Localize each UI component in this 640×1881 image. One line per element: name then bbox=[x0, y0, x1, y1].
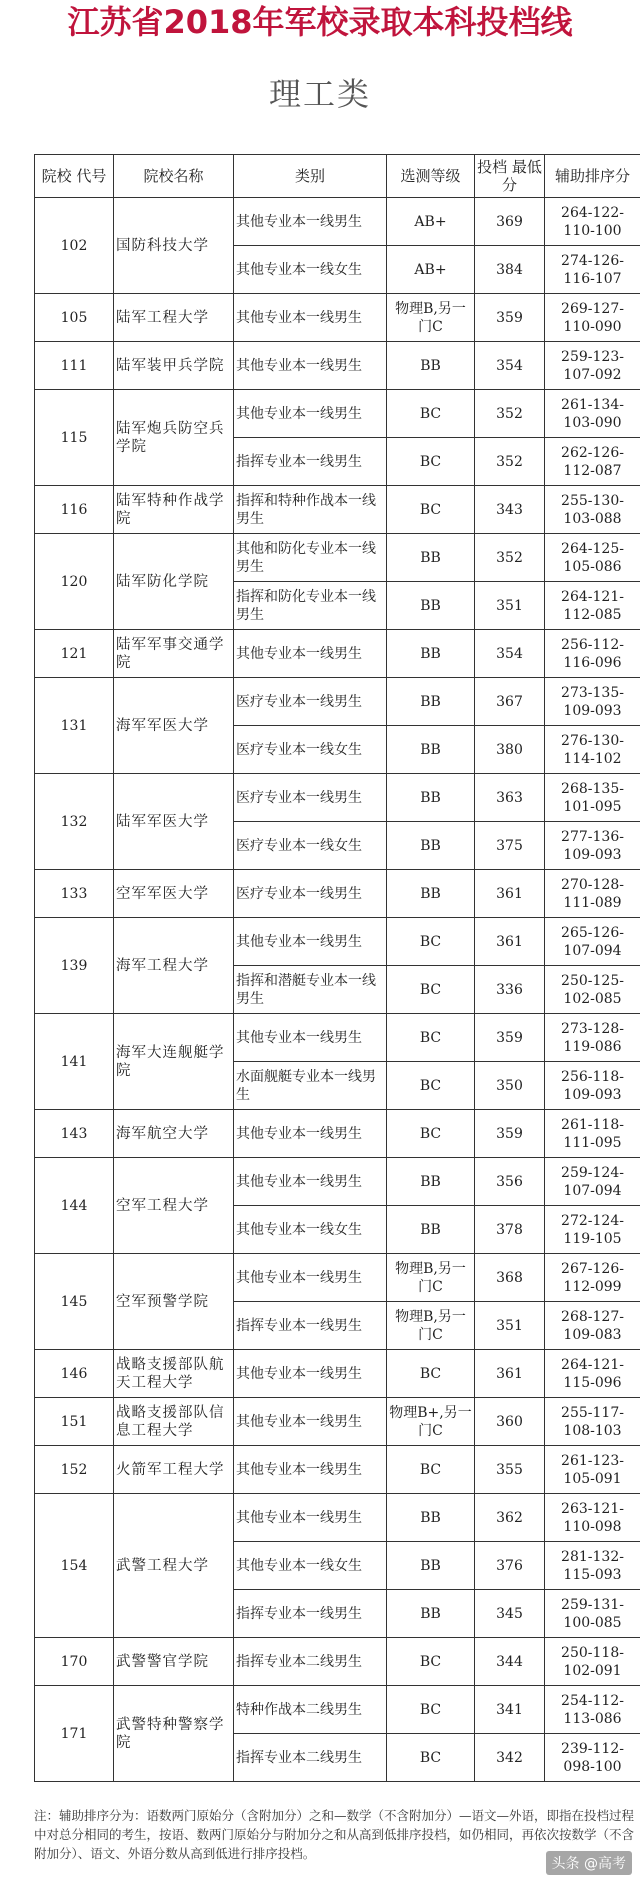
aux-score-cell: 261-134-103-090 bbox=[545, 390, 640, 438]
grade-cell: BB bbox=[387, 630, 475, 678]
table-row bbox=[35, 390, 640, 438]
score-cell: 354 bbox=[475, 342, 545, 390]
category-cell: 其他专业本一线男生 bbox=[234, 1254, 387, 1302]
category-cell: 其他和防化专业本一线男生 bbox=[234, 534, 387, 582]
category-cell: 指挥专业本一线男生 bbox=[234, 1590, 387, 1638]
table-row bbox=[35, 870, 640, 918]
score-cell: 369 bbox=[475, 198, 545, 246]
school-name: 海军工程大学 bbox=[114, 918, 234, 1014]
aux-score-cell: 259-123-107-092 bbox=[545, 342, 640, 390]
category-cell: 指挥和防化专业本一线男生 bbox=[234, 582, 387, 630]
aux-score-cell: 250-125-102-085 bbox=[545, 966, 640, 1014]
grade-cell: 物理B,另一门C bbox=[387, 1254, 475, 1302]
table-row bbox=[35, 678, 640, 726]
score-cell: 360 bbox=[475, 1398, 545, 1446]
aux-score-cell: 265-126-107-094 bbox=[545, 918, 640, 966]
score-cell: 359 bbox=[475, 294, 545, 342]
score-cell: 380 bbox=[475, 726, 545, 774]
category-cell: 特种作战本二线男生 bbox=[234, 1686, 387, 1734]
grade-cell: BB bbox=[387, 1590, 475, 1638]
grade-cell: BC bbox=[387, 1734, 475, 1782]
school-name: 国防科技大学 bbox=[114, 198, 234, 294]
category-cell: 其他专业本一线男生 bbox=[234, 1494, 387, 1542]
category-cell: 其他专业本一线男生 bbox=[234, 1158, 387, 1206]
category-cell: 其他专业本一线女生 bbox=[234, 1542, 387, 1590]
score-cell: 341 bbox=[475, 1686, 545, 1734]
score-cell: 363 bbox=[475, 774, 545, 822]
aux-score-cell: 259-131-100-085 bbox=[545, 1590, 640, 1638]
table-row bbox=[35, 534, 640, 582]
grade-cell: BB bbox=[387, 1158, 475, 1206]
score-cell: 367 bbox=[475, 678, 545, 726]
table-row bbox=[35, 1158, 640, 1206]
school-name: 海军军医大学 bbox=[114, 678, 234, 774]
school-code: 111 bbox=[35, 342, 114, 390]
category-cell: 其他专业本一线男生 bbox=[234, 1398, 387, 1446]
aux-score-cell: 254-112-113-086 bbox=[545, 1686, 640, 1734]
grade-cell: BC bbox=[387, 486, 475, 534]
category-cell: 指挥专业本一线男生 bbox=[234, 1302, 387, 1350]
score-cell: 344 bbox=[475, 1638, 545, 1686]
table-row bbox=[35, 1014, 640, 1062]
category-cell: 其他专业本一线男生 bbox=[234, 294, 387, 342]
aux-score-cell: 270-128-111-089 bbox=[545, 870, 640, 918]
school-code: 170 bbox=[35, 1638, 114, 1686]
aux-score-cell: 272-124-119-105 bbox=[545, 1206, 640, 1254]
school-name: 陆军工程大学 bbox=[114, 294, 234, 342]
school-name: 武警工程大学 bbox=[114, 1494, 234, 1638]
score-cell: 355 bbox=[475, 1446, 545, 1494]
category-cell: 医疗专业本一线男生 bbox=[234, 774, 387, 822]
score-cell: 384 bbox=[475, 246, 545, 294]
school-name: 陆军炮兵防空兵学院 bbox=[114, 390, 234, 486]
table-row bbox=[35, 198, 640, 246]
school-code: 116 bbox=[35, 486, 114, 534]
school-name: 陆军防化学院 bbox=[114, 534, 234, 630]
table-body bbox=[35, 198, 640, 1782]
table-row bbox=[35, 1686, 640, 1734]
school-code: 139 bbox=[35, 918, 114, 1014]
grade-cell: BC bbox=[387, 438, 475, 486]
table-row bbox=[35, 918, 640, 966]
category-cell: 水面舰艇专业本一线男生 bbox=[234, 1062, 387, 1110]
score-cell: 342 bbox=[475, 1734, 545, 1782]
grade-cell: BC bbox=[387, 966, 475, 1014]
grade-cell: BC bbox=[387, 390, 475, 438]
aux-score-cell: 261-123-105-091 bbox=[545, 1446, 640, 1494]
category-cell: 其他专业本一线女生 bbox=[234, 1206, 387, 1254]
score-cell: 354 bbox=[475, 630, 545, 678]
school-name: 火箭军工程大学 bbox=[114, 1446, 234, 1494]
footnote: 注：辅助排序分为：语数两门原始分（含附加分）之和—数学（不含附加分）—语文—外语，即指在投档过程中对总分相同的考生，按语、数两门原始分与附加分之和从高到低排序投档，如仍相同，再依次按数学（不含附加分）、语文、外语分数从高到低进行排序投档。 bbox=[34, 1808, 635, 1861]
header-code: 院校 代号 bbox=[35, 155, 114, 198]
score-cell: 368 bbox=[475, 1254, 545, 1302]
category-cell: 指挥和特种作战本一线男生 bbox=[234, 486, 387, 534]
aux-score-cell: 268-127-109-083 bbox=[545, 1302, 640, 1350]
category-cell: 其他专业本一线男生 bbox=[234, 630, 387, 678]
grade-cell: BB bbox=[387, 1206, 475, 1254]
table-row bbox=[35, 774, 640, 822]
admission-table bbox=[34, 154, 640, 1782]
school-name: 海军航空大学 bbox=[114, 1110, 234, 1158]
grade-cell: BB bbox=[387, 1494, 475, 1542]
score-cell: 378 bbox=[475, 1206, 545, 1254]
school-code: 145 bbox=[35, 1254, 114, 1350]
table-row bbox=[35, 486, 640, 534]
aux-score-cell: 273-128-119-086 bbox=[545, 1014, 640, 1062]
school-code: 141 bbox=[35, 1014, 114, 1110]
aux-score-cell: 261-118-111-095 bbox=[545, 1110, 640, 1158]
grade-cell: BC bbox=[387, 918, 475, 966]
category-cell: 指挥专业本二线男生 bbox=[234, 1734, 387, 1782]
category-cell: 其他专业本一线男生 bbox=[234, 1446, 387, 1494]
score-cell: 352 bbox=[475, 390, 545, 438]
category-cell: 其他专业本一线男生 bbox=[234, 342, 387, 390]
grade-cell: BB bbox=[387, 726, 475, 774]
aux-score-cell: 255-117-108-103 bbox=[545, 1398, 640, 1446]
score-cell: 361 bbox=[475, 870, 545, 918]
school-name: 陆军军医大学 bbox=[114, 774, 234, 870]
category-cell: 指挥专业本一线男生 bbox=[234, 438, 387, 486]
school-name: 武警警官学院 bbox=[114, 1638, 234, 1686]
score-cell: 359 bbox=[475, 1014, 545, 1062]
category-cell: 其他专业本一线男生 bbox=[234, 1110, 387, 1158]
category-cell: 其他专业本一线男生 bbox=[234, 1350, 387, 1398]
aux-score-cell: 274-126-116-107 bbox=[545, 246, 640, 294]
aux-score-cell: 264-122-110-100 bbox=[545, 198, 640, 246]
grade-cell: BC bbox=[387, 1110, 475, 1158]
aux-score-cell: 268-135-101-095 bbox=[545, 774, 640, 822]
table-row bbox=[35, 1446, 640, 1494]
school-code: 132 bbox=[35, 774, 114, 870]
grade-cell: 物理B,另一门C bbox=[387, 1302, 475, 1350]
category-cell: 指挥和潜艇专业本一线男生 bbox=[234, 966, 387, 1014]
school-code: 152 bbox=[35, 1446, 114, 1494]
aux-score-cell: 256-118-109-093 bbox=[545, 1062, 640, 1110]
header-score: 投档 最低分 bbox=[475, 155, 545, 198]
school-code: 143 bbox=[35, 1110, 114, 1158]
header-aux: 辅助排序分 bbox=[545, 155, 640, 198]
category-cell: 其他专业本一线男生 bbox=[234, 198, 387, 246]
grade-cell: BB bbox=[387, 678, 475, 726]
grade-cell: AB+ bbox=[387, 198, 475, 246]
page-title: 江苏省2018年军校录取本科投档线 bbox=[67, 3, 573, 41]
score-cell: 343 bbox=[475, 486, 545, 534]
grade-cell: 物理B+,另一门C bbox=[387, 1398, 475, 1446]
school-code: 131 bbox=[35, 678, 114, 774]
score-cell: 336 bbox=[475, 966, 545, 1014]
school-code: 146 bbox=[35, 1350, 114, 1398]
score-cell: 352 bbox=[475, 438, 545, 486]
school-name: 陆军装甲兵学院 bbox=[114, 342, 234, 390]
table-row bbox=[35, 630, 640, 678]
table-row bbox=[35, 1350, 640, 1398]
school-name: 空军工程大学 bbox=[114, 1158, 234, 1254]
aux-score-cell: 277-136-109-093 bbox=[545, 822, 640, 870]
table-row bbox=[35, 1494, 640, 1542]
aux-score-cell: 276-130-114-102 bbox=[545, 726, 640, 774]
category-cell: 指挥专业本二线男生 bbox=[234, 1638, 387, 1686]
aux-score-cell: 264-121-112-085 bbox=[545, 582, 640, 630]
score-cell: 361 bbox=[475, 918, 545, 966]
grade-cell: BC bbox=[387, 1638, 475, 1686]
page-subtitle: 理工类 bbox=[268, 75, 371, 113]
school-name: 空军军医大学 bbox=[114, 870, 234, 918]
school-name: 战略支援部队航天工程大学 bbox=[114, 1350, 234, 1398]
category-cell: 医疗专业本一线女生 bbox=[234, 822, 387, 870]
grade-cell: BB bbox=[387, 342, 475, 390]
grade-cell: AB+ bbox=[387, 246, 475, 294]
aux-score-cell: 239-112-098-100 bbox=[545, 1734, 640, 1782]
category-cell: 其他专业本一线男生 bbox=[234, 390, 387, 438]
school-code: 171 bbox=[35, 1686, 114, 1782]
header-school: 院校名称 bbox=[114, 155, 234, 198]
aux-score-cell: 250-118-102-091 bbox=[545, 1638, 640, 1686]
grade-cell: BC bbox=[387, 1014, 475, 1062]
school-code: 151 bbox=[35, 1398, 114, 1446]
table-header-row bbox=[35, 155, 640, 198]
category-cell: 医疗专业本一线男生 bbox=[234, 678, 387, 726]
category-cell: 医疗专业本一线女生 bbox=[234, 726, 387, 774]
school-code: 115 bbox=[35, 390, 114, 486]
school-name: 武警特种警察学院 bbox=[114, 1686, 234, 1782]
school-code: 133 bbox=[35, 870, 114, 918]
school-code: 121 bbox=[35, 630, 114, 678]
table-row bbox=[35, 1110, 640, 1158]
grade-cell: BB bbox=[387, 1542, 475, 1590]
school-code: 154 bbox=[35, 1494, 114, 1638]
school-code: 144 bbox=[35, 1158, 114, 1254]
aux-score-cell: 263-121-110-098 bbox=[545, 1494, 640, 1542]
school-code: 105 bbox=[35, 294, 114, 342]
category-cell: 其他专业本一线男生 bbox=[234, 1014, 387, 1062]
grade-cell: BB bbox=[387, 582, 475, 630]
score-cell: 352 bbox=[475, 534, 545, 582]
school-code: 120 bbox=[35, 534, 114, 630]
score-cell: 345 bbox=[475, 1590, 545, 1638]
score-cell: 351 bbox=[475, 1302, 545, 1350]
school-name: 陆军特种作战学院 bbox=[114, 486, 234, 534]
grade-cell: BB bbox=[387, 774, 475, 822]
grade-cell: BC bbox=[387, 1062, 475, 1110]
aux-score-cell: 255-130-103-088 bbox=[545, 486, 640, 534]
score-cell: 375 bbox=[475, 822, 545, 870]
grade-cell: BB bbox=[387, 822, 475, 870]
school-name: 海军大连舰艇学院 bbox=[114, 1014, 234, 1110]
aux-score-cell: 264-121-115-096 bbox=[545, 1350, 640, 1398]
watermark: 头条 @高考 bbox=[546, 1851, 632, 1875]
school-code: 102 bbox=[35, 198, 114, 294]
score-cell: 356 bbox=[475, 1158, 545, 1206]
grade-cell: BB bbox=[387, 870, 475, 918]
table-row bbox=[35, 1398, 640, 1446]
grade-cell: BC bbox=[387, 1686, 475, 1734]
grade-cell: BC bbox=[387, 1350, 475, 1398]
category-cell: 医疗专业本一线男生 bbox=[234, 870, 387, 918]
score-cell: 359 bbox=[475, 1110, 545, 1158]
score-cell: 361 bbox=[475, 1350, 545, 1398]
grade-cell: BC bbox=[387, 1446, 475, 1494]
header-grade: 选测等级 bbox=[387, 155, 475, 198]
category-cell: 其他专业本一线男生 bbox=[234, 918, 387, 966]
grade-cell: 物理B,另一门C bbox=[387, 294, 475, 342]
aux-score-cell: 256-112-116-096 bbox=[545, 630, 640, 678]
header-category: 类别 bbox=[234, 155, 387, 198]
score-cell: 376 bbox=[475, 1542, 545, 1590]
aux-score-cell: 273-135-109-093 bbox=[545, 678, 640, 726]
aux-score-cell: 262-126-112-087 bbox=[545, 438, 640, 486]
aux-score-cell: 281-132-115-093 bbox=[545, 1542, 640, 1590]
aux-score-cell: 259-124-107-094 bbox=[545, 1158, 640, 1206]
school-name: 陆军军事交通学院 bbox=[114, 630, 234, 678]
score-cell: 351 bbox=[475, 582, 545, 630]
score-cell: 350 bbox=[475, 1062, 545, 1110]
table-row bbox=[35, 1638, 640, 1686]
score-cell: 362 bbox=[475, 1494, 545, 1542]
school-name: 空军预警学院 bbox=[114, 1254, 234, 1350]
aux-score-cell: 264-125-105-086 bbox=[545, 534, 640, 582]
table-row bbox=[35, 342, 640, 390]
aux-score-cell: 269-127-110-090 bbox=[545, 294, 640, 342]
grade-cell: BB bbox=[387, 534, 475, 582]
table-row bbox=[35, 1254, 640, 1302]
table-row bbox=[35, 294, 640, 342]
category-cell: 其他专业本一线女生 bbox=[234, 246, 387, 294]
aux-score-cell: 267-126-112-099 bbox=[545, 1254, 640, 1302]
school-name: 战略支援部队信息工程大学 bbox=[114, 1398, 234, 1446]
